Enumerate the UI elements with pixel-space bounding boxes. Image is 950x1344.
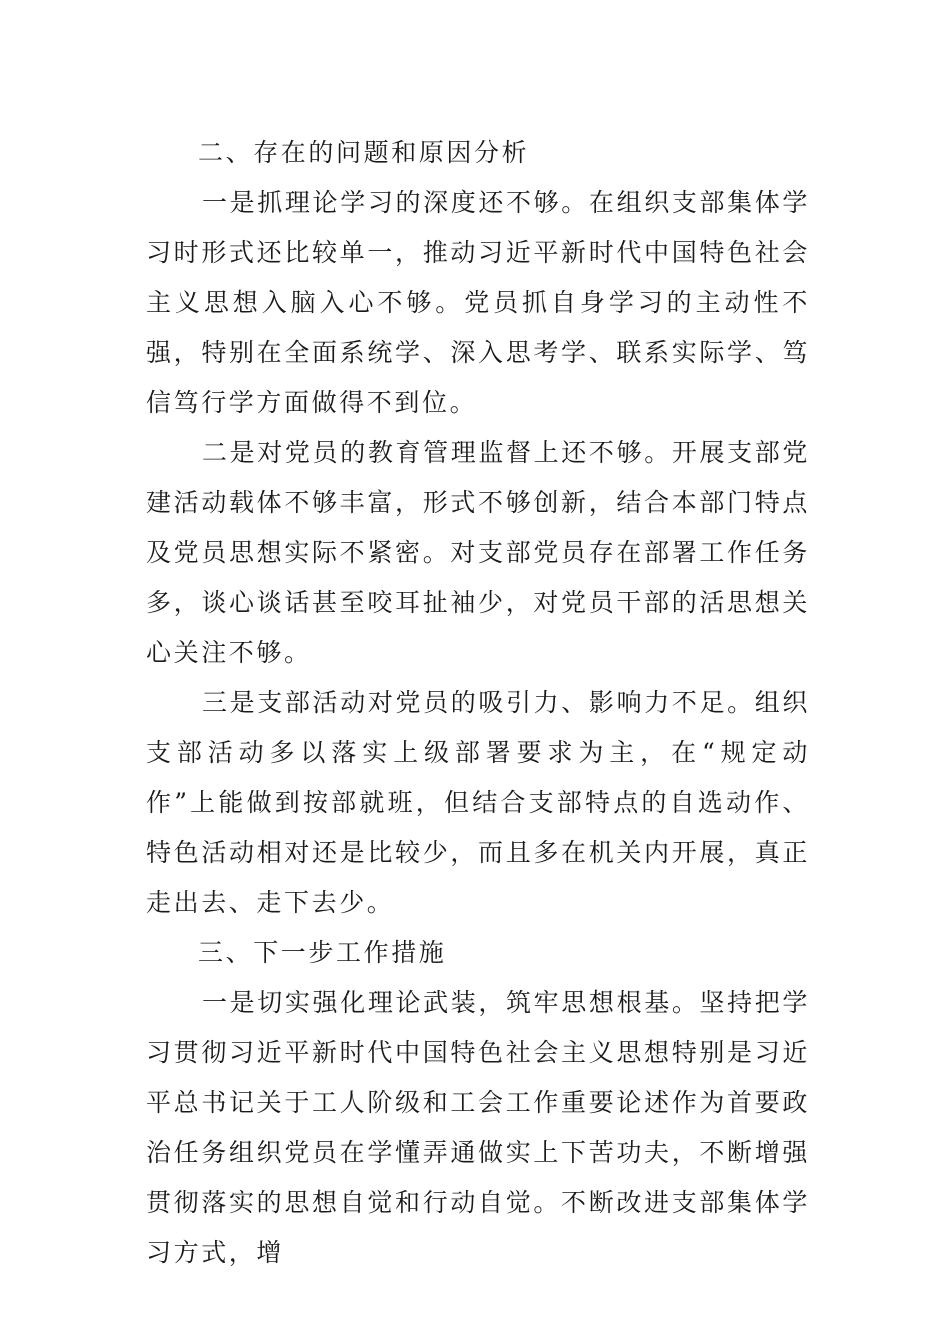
paragraph-branch-activities: 三是支部活动对党员的吸引力、影响力不足。组织支部活动多以落实上级部署要求为主，在“规定动作”上能做到按部就班，但结合支部特点的自选动作、特色活动相对还是比较少，而且多在机关内开展，真正走出去、走下去少。 [146,688,810,917]
section-heading-problems: 二、存在的问题和原因分析 [198,138,530,167]
section-heading-next-steps: 三、下一步工作措施 [198,938,447,967]
document-body [146,128,810,1278]
paragraph-member-education: 二是对党员的教育管理监督上还不够。开展支部党建活动载体不够丰富，形式不够创新，结合本部门特点及党员思想实际不紧密。对支部党员存在部署工作任务多，谈心谈话甚至咬耳扯袖少，对党员干部的活思想关心关注不够。 [146,438,810,667]
paragraph-theory-study: 一是抓理论学习的深度还不够。在组织支部集体学习时形式还比较单一，推动习近平新时代中国特色社会主义思想入脑入心不够。党员抓自身学习的主动性不强，特别在全面系统学、深入思考学、联系实际学、笃信笃行学方面做得不到位。 [146,188,810,417]
paragraph-theory-armament: 一是切实强化理论武装，筑牢思想根基。坚持把学习贯彻习近平新时代中国特色社会主义思想特别是习近平总书记关于工人阶级和工会工作重要论述作为首要政治任务组织党员在学懂弄通做实上下苦功夫，不断增强贯彻落实的思想自觉和行动自觉。不断改进支部集体学习方式，增 [146,988,810,1267]
